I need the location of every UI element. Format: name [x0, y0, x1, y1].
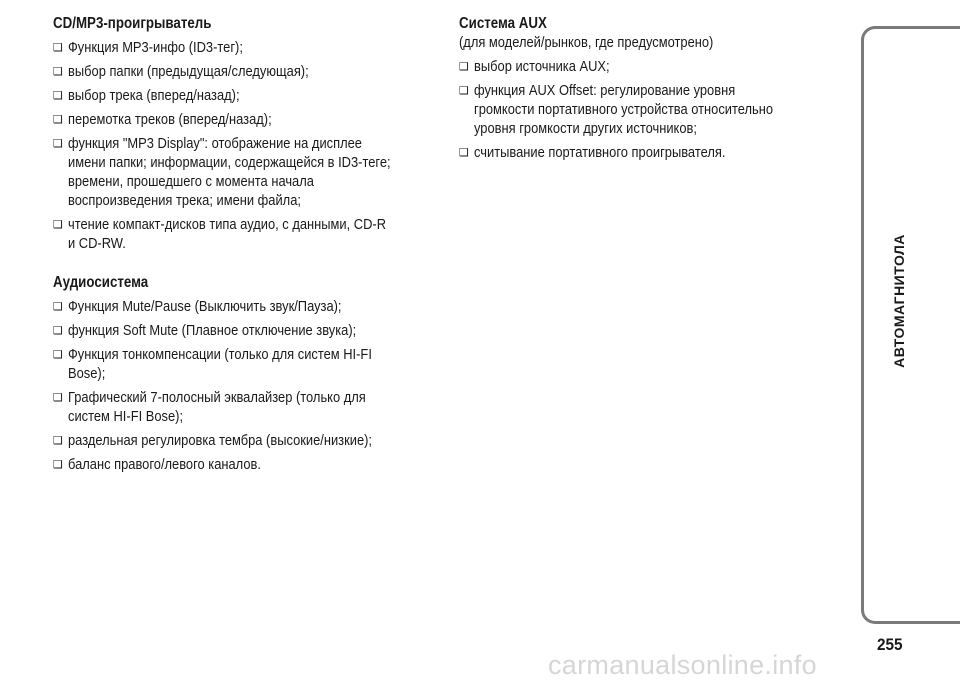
checkbox-bullet-icon: [459, 81, 474, 100]
audio-system-feature-list: [53, 297, 448, 474]
checkbox-bullet-icon: [53, 62, 68, 81]
list-item: ❑ перемотка треков (вперед/назад);: [53, 110, 448, 129]
list-item: ❑ выбор папки (предыдущая/следующая);: [53, 62, 448, 81]
list-item: ❑ считывание портативного проигрывателя.: [459, 143, 834, 162]
list-item: ❑ Графический 7-полосный эквалайзер (только для систем HI-FI Bose);: [53, 388, 448, 426]
page-number: 255: [877, 635, 903, 654]
section-subtitle-aux: (для моделей/рынков, где предусмотрено): [459, 34, 714, 51]
section-spacer: [53, 253, 448, 273]
list-item: ❑ раздельная регулировка тембра (высокие/низкие);: [53, 431, 448, 450]
section-title-cd-mp3: CD/MP3-проигрыватель: [53, 15, 212, 32]
section-title-aux: Система AUX: [459, 15, 547, 32]
checkbox-bullet-icon: [459, 143, 474, 162]
chapter-side-tab: [861, 26, 960, 624]
list-item: ❑ функция AUX Offset: регулирование уровня громкости портативного устройства относительно уровня громкости других источников;: [459, 81, 834, 138]
checkbox-bullet-icon: [53, 321, 68, 340]
list-item: ❑ Функция MP3-инфо (ID3-тег);: [53, 38, 448, 57]
checkbox-bullet-icon: [53, 38, 68, 57]
checkbox-bullet-icon: [53, 215, 68, 234]
left-column: [53, 14, 448, 474]
section-title-audio-system: Аудиосистема: [53, 274, 149, 291]
list-item: ❑ чтение компакт-дисков типа аудио, с данными, CD-R и CD-RW.: [53, 215, 448, 253]
checkbox-bullet-icon: [53, 110, 68, 129]
chapter-tab-label: [889, 226, 909, 376]
checkbox-bullet-icon: [459, 57, 474, 76]
list-item: ❑ баланс правого/левого каналов.: [53, 455, 448, 474]
checkbox-bullet-icon: [53, 134, 68, 153]
checkbox-bullet-icon: [53, 388, 68, 407]
list-item: ❑ выбор трека (вперед/назад);: [53, 86, 448, 105]
watermark: carmanualsonline.info: [548, 650, 817, 680]
list-item: ❑ функция "MP3 Display": отображение на дисплее имени папки; информации, содержащейся в ID3-теге; времени, прошедшего с момента начала воспроизведения трека; имени файла;: [53, 134, 448, 210]
checkbox-bullet-icon: [53, 345, 68, 364]
right-column: [459, 14, 834, 162]
chapter-tab-text: АВТОМАГНИТОЛА: [891, 234, 907, 368]
checkbox-bullet-icon: [53, 455, 68, 474]
list-item: ❑ Функция Mute/Pause (Выключить звук/Пауза);: [53, 297, 448, 316]
aux-feature-list: [459, 57, 834, 162]
checkbox-bullet-icon: [53, 297, 68, 316]
list-item: ❑ функция Soft Mute (Плавное отключение звука);: [53, 321, 448, 340]
cd-mp3-feature-list: [53, 38, 448, 253]
checkbox-bullet-icon: [53, 431, 68, 450]
checkbox-bullet-icon: [53, 86, 68, 105]
list-item: ❑ выбор источника AUX;: [459, 57, 834, 76]
list-item: ❑ Функция тонкомпенсации (только для систем HI-FI Bose);: [53, 345, 448, 383]
